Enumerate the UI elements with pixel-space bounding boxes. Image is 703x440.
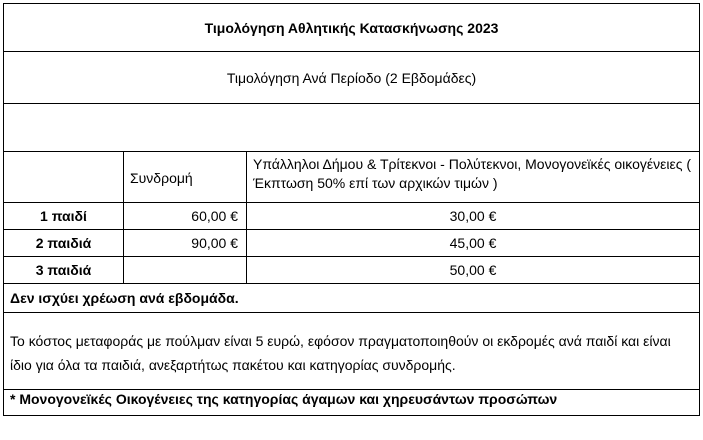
transport-note: Το κόστος μεταφοράς με πούλμαν είναι 5 ευρώ, εφόσον πραγματοποιηθούν οι εκδρομές ανά παιδί και είναι ίδιο για όλα τα παιδιά, ανεξαρτήτως πακέτου και κατηγορίας συνδρομής. [4,313,700,390]
header-empty-cell [4,152,124,203]
transport-note-row [4,313,700,390]
table-subtitle: Τιμολόγηση Ανά Περίοδο (2 Εβδομάδες) [4,52,700,104]
column-header-row [4,152,700,203]
subtitle-row [4,52,700,104]
weekly-note: Δεν ισχύει χρέωση ανά εβδομάδα. [4,284,700,313]
header-discount: Υπάλληλοι Δήμου & Τρίτεκνοι - Πολύτεκνοι, Μονογονεϊκές οικογένειες ( Έκπτωση 50% επί των αρχικών τιμών ) [247,152,700,203]
row-label: 3 παιδιά [4,257,124,284]
header-subscription: Συνδρομή [124,152,247,203]
footnote: * Μονογονεϊκές Οικογένειες της κατηγορίας άγαμων και χηρευσάντων προσώπων [4,390,700,416]
footnote-row [4,390,700,416]
discount-price: 50,00 € [247,257,700,284]
subscription-price: 60,00 € [124,203,247,230]
table-row [4,230,700,257]
weekly-note-row [4,284,700,313]
discount-price: 45,00 € [247,230,700,257]
table-title: Τιμολόγηση Αθλητικής Κατασκήνωσης 2023 [4,4,700,52]
subscription-price [124,257,247,284]
pricing-table [3,3,700,416]
empty-cell [4,104,700,152]
title-row [4,4,700,52]
discount-price: 30,00 € [247,203,700,230]
subscription-price: 90,00 € [124,230,247,257]
row-label: 1 παιδί [4,203,124,230]
empty-row [4,104,700,152]
table-row [4,203,700,230]
row-label: 2 παιδιά [4,230,124,257]
table-row [4,257,700,284]
